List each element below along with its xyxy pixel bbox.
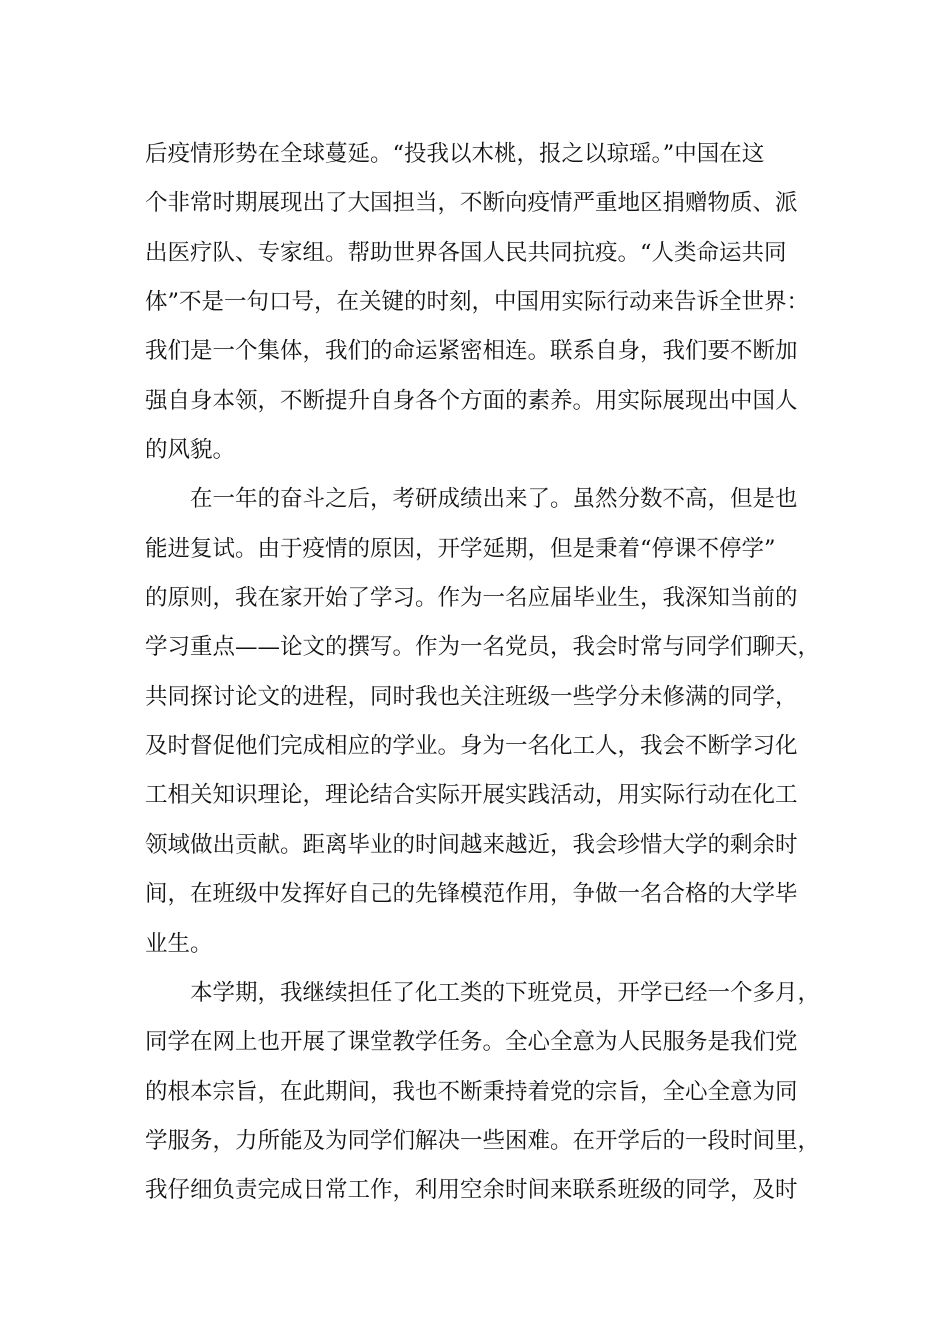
text-line: 强自身本领，不断提升自身各个方面的素养。用实际展现出中国人 — [145, 387, 798, 414]
text-line: 及时督促他们完成相应的学业。身为一名化工人，我会不断学习化 — [145, 733, 798, 760]
text-line: 后疫情形势在全球蔓延。“投我以木桃，报之以琼瑶。”中国在这 — [145, 141, 765, 167]
text-line: 个非常时期展现出了大国担当，不断向疫情严重地区捐赠物质、派 — [145, 190, 798, 217]
text-line: 同学在网上也开展了课堂教学任务。全心全意为人民服务是我们党 — [145, 1029, 798, 1056]
text-line: 学服务，力所能及为同学们解决一些困难。在开学后的一段时间里， — [145, 1127, 821, 1154]
text-line: 的根本宗旨，在此期间，我也不断秉持着党的宗旨，全心全意为同 — [145, 1078, 798, 1105]
text-line: 工相关知识理论，理论结合实际开展实践活动，用实际行动在化工 — [145, 782, 798, 809]
paragraph-first-line: 在一年的奋斗之后，考研成绩出来了。虽然分数不高，但是也 — [190, 486, 798, 513]
text-line: 共同探讨论文的进程，同时我也关注班级一些学分未修满的同学， — [145, 683, 798, 710]
text-line: 业生。 — [145, 930, 213, 957]
paragraph-first-line: 本学期，我继续担任了化工类的下班党员，开学已经一个多月， — [190, 979, 821, 1006]
text-line: 我仔细负责完成日常工作，利用空余时间来联系班级的同学，及时 — [145, 1177, 798, 1204]
text-line: 学习重点——论文的撰写。作为一名党员，我会时常与同学们聊天， — [145, 634, 821, 661]
text-line: 间，在班级中发挥好自己的先锋模范作用，争做一名合格的大学毕 — [145, 881, 798, 908]
text-line: 领域做出贡献。距离毕业的时间越来越近，我会珍惜大学的剩余时 — [145, 831, 798, 858]
text-line: 能进复试。由于疫情的原因，开学延期，但是秉着“停课不停学” — [145, 535, 776, 562]
text-line: 我们是一个集体，我们的命运紧密相连。联系自身，我们要不断加 — [145, 338, 798, 365]
text-line: 的原则，我在家开始了学习。作为一名应届毕业生，我深知当前的 — [145, 585, 798, 612]
text-line: 体”不是一句口号，在关键的时刻，中国用实际行动来告诉全世界： — [145, 289, 810, 316]
body-text — [145, 130, 835, 1216]
text-line: 出医疗队、专家组。帮助世界各国人民共同抗疫。“人类命运共同 — [145, 239, 787, 266]
text-line: 的风貌。 — [145, 437, 236, 464]
